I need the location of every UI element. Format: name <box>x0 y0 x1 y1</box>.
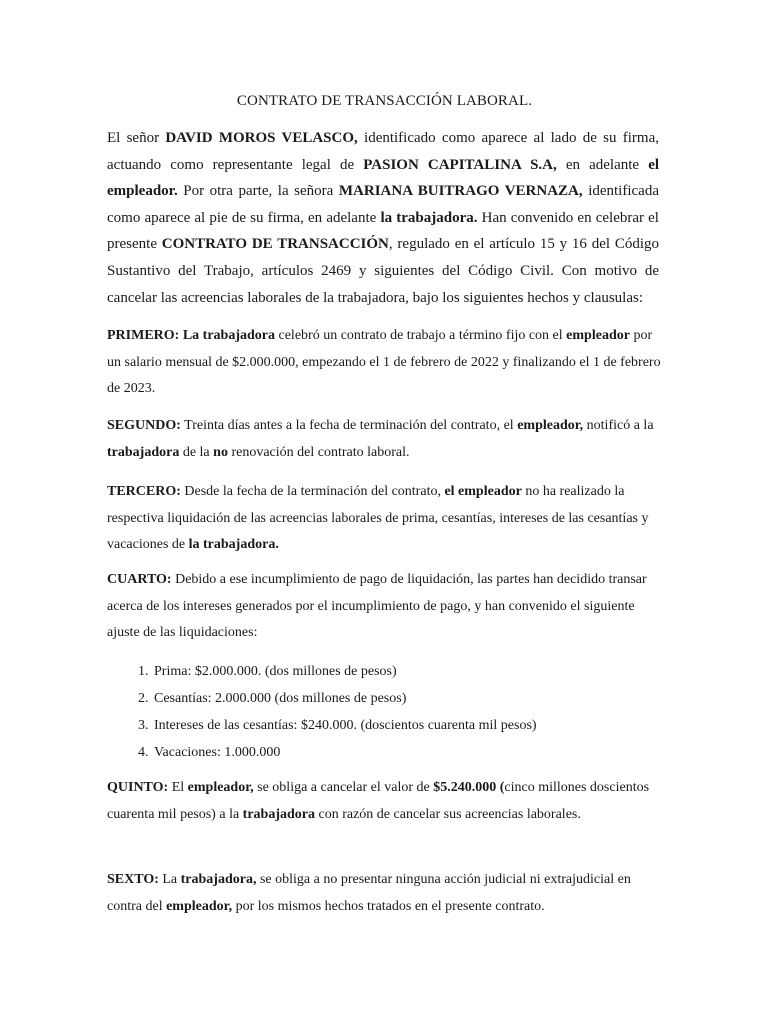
clause-text: de la <box>179 444 214 460</box>
bold-term: trabajadora <box>107 444 180 460</box>
clause-text: Desde la fecha de la terminación del contrato, <box>180 484 445 499</box>
clause-label: PRIMERO: <box>107 328 180 343</box>
clause-label: SEXTO: <box>107 872 159 887</box>
clause-text: La <box>158 872 181 887</box>
clause-label: CUARTO: <box>107 572 172 587</box>
employer-rep-name: DAVID MOROS VELASCO, <box>165 130 358 146</box>
intro-text: en adelante <box>556 156 649 173</box>
clause-text: no ha realizado la respectiva liquidación de las acreencias laborales de prima, cesantías, intereses de las cesantías y vacaciones de <box>107 484 649 553</box>
intro-paragraph <box>107 125 659 311</box>
clause-text: celebró un contrato de trabajo a término fijo con el <box>275 328 567 343</box>
list-item: 2. Cesantías: 2.000.000 (dos millones de pesos) <box>152 685 537 712</box>
clause-label: SEGUNDO: <box>107 418 181 433</box>
contract-type: CONTRATO DE TRANSACCIÓN <box>161 236 389 253</box>
clause-sexto <box>107 867 662 920</box>
intro-text: , regulado en el artículo 15 y 16 del Código Sustantivo del Trabajo, artículos 2469 y siguientes del Código Civil. Con motivo de cancelar las acreencias laborales de la trabajadora, bajo los siguientes hechos y clausulas: <box>107 236 659 306</box>
bold-term: empleador, <box>166 898 233 914</box>
bold-term: la trabajadora. <box>188 537 279 553</box>
liquidation-list <box>127 658 537 766</box>
clause-text: renovación del contrato laboral. <box>227 444 410 460</box>
clause-tercero <box>107 479 662 559</box>
intro-text: El señor <box>107 130 166 146</box>
worker-term: la trabajadora. <box>380 209 478 226</box>
clause-label: TERCERO: <box>107 484 181 499</box>
intro-text: identificada como aparece al pie de su firma, en adelante <box>107 183 659 226</box>
clause-text: El <box>168 780 188 795</box>
clause-text: por un salario mensual de $2.000.000, empezando el 1 de febrero de 2022 y finalizando el 1 de febrero de 2023. <box>107 328 661 397</box>
clause-text: Debido a ese incumplimiento de pago de liquidación, las partes han decidido transar acerca de los intereses generados por el incumplimiento de pago, y han convenido el siguiente ajuste de las liquidaciones: <box>107 572 647 641</box>
clause-text: cinco millones doscientos cuarenta mil pesos) a la <box>107 780 650 822</box>
worker-name: MARIANA BUITRAGO VERNAZA, <box>338 183 583 200</box>
list-item: 1. Prima: $2.000.000. (dos millones de pesos) <box>152 658 537 685</box>
clause-text: con razón de cancelar sus acreencias laborales. <box>315 806 581 822</box>
bold-term: empleador, <box>517 418 584 433</box>
clause-primero <box>107 323 662 403</box>
bold-term: no <box>213 444 228 460</box>
clause-text: se obliga a cancelar el valor de <box>253 780 434 795</box>
bold-term: el empleador <box>444 484 522 499</box>
intro-text: Han convenido en celebrar el presente <box>107 209 659 253</box>
bold-term: $5.240.000 ( <box>433 780 505 795</box>
company-name: PASION CAPITALINA S.A, <box>363 156 557 173</box>
bold-term: La trabajadora <box>182 328 275 343</box>
clause-text: por los mismos hechos tratados en el presente contrato. <box>232 898 545 914</box>
intro-text: Por otra parte, la señora <box>177 183 339 200</box>
clause-cuarto <box>107 567 662 647</box>
list-item: 3. Intereses de las cesantías: $240.000. (doscientos cuarenta mil pesos) <box>152 712 537 739</box>
clause-label: QUINTO: <box>107 780 169 795</box>
clause-text: notificó a la <box>583 418 654 433</box>
document-title: CONTRATO DE TRANSACCIÓN LABORAL. <box>236 93 533 109</box>
bold-term: trabajadora, <box>180 872 257 887</box>
clause-quinto <box>107 775 662 828</box>
clause-text: se obliga a no presentar ninguna acción judicial ni extrajudicial en contra del <box>107 872 631 914</box>
clause-text: Treinta días antes a la fecha de terminación del contrato, el <box>180 418 518 433</box>
bold-term: trabajadora <box>242 806 315 822</box>
bold-term: empleador, <box>187 780 254 795</box>
intro-text: identificado como aparece al lado de su firma, actuando como representante legal de <box>107 130 659 173</box>
employer-term: el empleador. <box>107 156 660 200</box>
list-item: 4. Vacaciones: 1.000.000 <box>152 739 537 766</box>
clause-segundo <box>107 413 662 466</box>
bold-term: empleador <box>566 328 630 343</box>
